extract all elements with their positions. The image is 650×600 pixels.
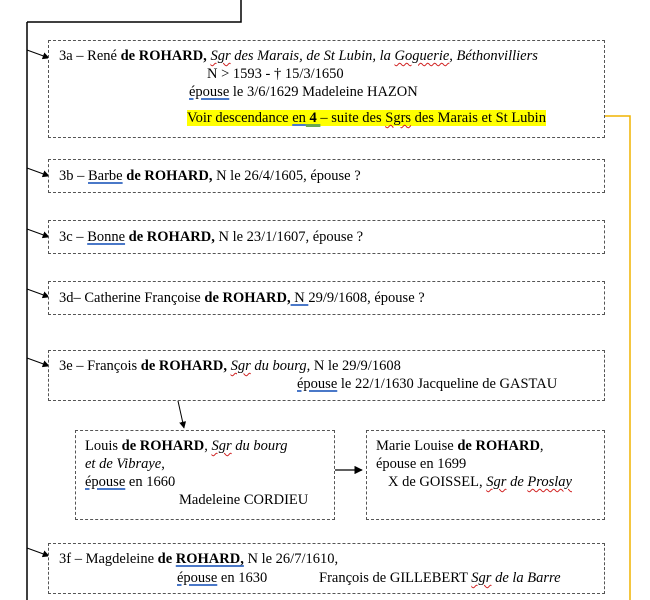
rene-title-line: 3a – René de ROHARD, Sgr des Marais, de St Lubin, la Goguerie, Béthonvilliers <box>59 48 538 64</box>
magdeleine-marriage: épouse en 1630 <box>177 570 268 586</box>
box-3c <box>48 220 605 254</box>
louis-title-line: Louis de ROHARD, Sgr du bourg <box>85 438 288 454</box>
marie-spouse: X de GOISSEL, Sgr de Proslay <box>388 474 572 490</box>
francois-title-line: 3e – François de ROHARD, Sgr du bourg, N le 29/9/1608 <box>59 358 401 374</box>
arrow-to-3a <box>27 50 49 58</box>
marie-title-line: Marie Louise de ROHARD, <box>376 438 544 454</box>
rene-marriage: épouse le 3/6/1629 Madeleine HAZON <box>189 84 418 100</box>
catherine-line: 3d– Catherine Françoise de ROHARD, N 29/9/1608, épouse ? <box>59 290 425 306</box>
box-3d <box>48 281 605 315</box>
box-3b <box>48 159 605 193</box>
arrow-to-3b <box>27 168 49 176</box>
arrow-to-3f <box>27 548 49 556</box>
louis-marriage: épouse en 1660 <box>85 474 176 490</box>
top-connector <box>27 0 241 22</box>
rene-dates: N > 1593 - † 15/3/1650 <box>207 66 344 82</box>
magdeleine-title-line: 3f – Magdeleine de ROHARD, N le 26/7/1610, <box>59 551 339 567</box>
rene-surname: de ROHARD, <box>120 48 207 64</box>
arrow-to-3d <box>27 289 49 297</box>
magdeleine-spouse: François de GILLEBERT Sgr de la Barre <box>319 570 561 586</box>
box-marie-louise <box>366 430 605 520</box>
arrow-to-3e <box>27 358 49 366</box>
louis-spouse: Madeleine CORDIEU <box>179 492 309 508</box>
box-3f <box>48 543 605 594</box>
francois-marriage: épouse le 22/1/1630 Jacqueline de GASTAU <box>297 376 558 392</box>
arrow-to-3c <box>27 229 49 237</box>
louis-place-line: et de Vibraye, <box>85 456 165 472</box>
box-3e <box>48 350 605 401</box>
marie-married: épouse en 1699 <box>376 456 467 472</box>
barbe-line: 3b – Barbe de ROHARD, N le 26/4/1605, épouse ? <box>59 168 361 184</box>
bonne-line: 3c – Bonne de ROHARD, N le 23/1/1607, épouse ? <box>59 229 364 245</box>
rene-descendance-link[interactable]: Voir descendance en 4 – suite des Sgrs des Marais et St Lubin <box>187 110 546 126</box>
box-3a <box>48 40 605 138</box>
box-louis <box>75 430 335 520</box>
